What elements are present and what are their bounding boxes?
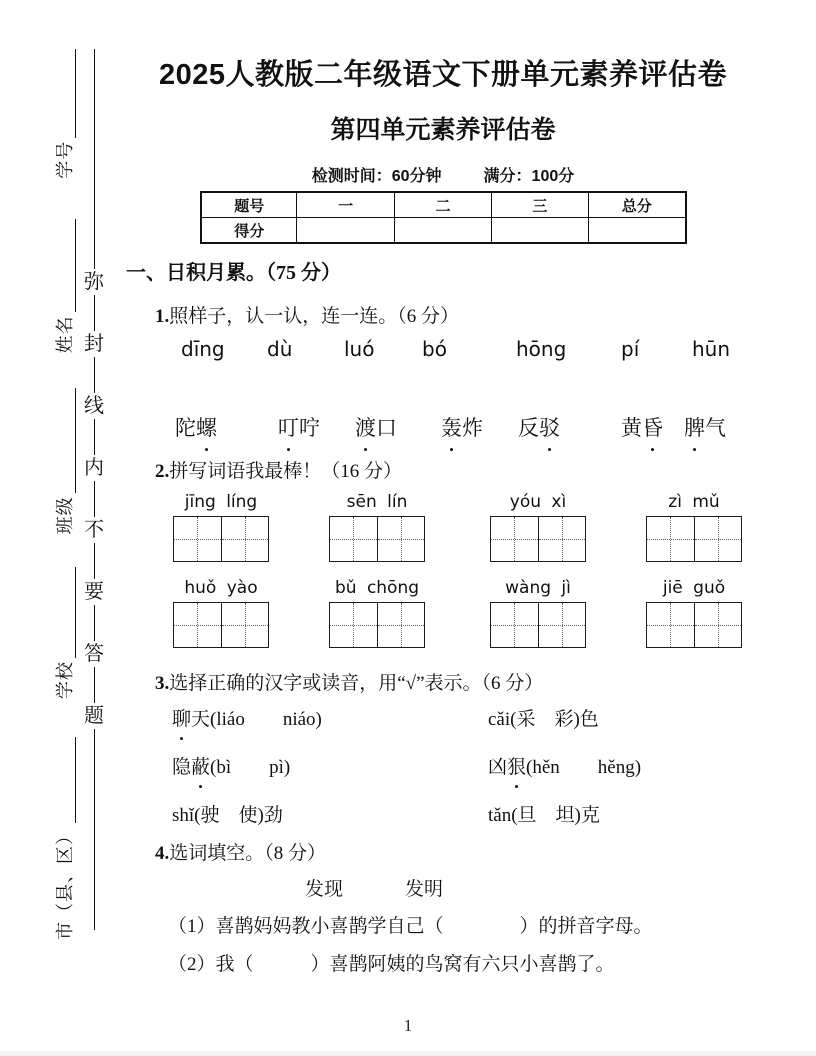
- writing-cell: [694, 603, 742, 647]
- seal-char: 答: [84, 643, 104, 665]
- field-label-name: 姓名: [55, 315, 75, 354]
- q1-word: [621, 412, 663, 457]
- q4-blank-sentence: （1）喜鹊妈妈教小喜鹊学自己（ ）的拼音字母。: [168, 916, 653, 937]
- writing-cell: [174, 603, 221, 647]
- score-cell: [492, 218, 588, 244]
- writing-box: [173, 516, 269, 562]
- writing-box: [646, 602, 742, 648]
- q1-pinyin: pí: [621, 337, 640, 361]
- word-char: 口: [376, 416, 397, 440]
- q4-blank-sentence: （2）我（ ）喜鹊阿姨的鸟窝有六只小喜鹊了。: [168, 954, 615, 975]
- seal-line-segment: [94, 667, 95, 703]
- score-cell: [394, 218, 491, 244]
- field-blank-name: [55, 219, 76, 313]
- field-blank-city: [55, 737, 76, 823]
- writing-cell: [538, 517, 586, 561]
- q2-pinyin: jiē guǒ: [662, 578, 726, 598]
- score-col-3: 三: [492, 192, 588, 218]
- q4-text: 选词填空。（8 分）: [169, 843, 327, 864]
- q2-pinyin: huǒ yào: [184, 578, 258, 598]
- q1-text: 照样子，认一认，连一连。（6 分）: [169, 306, 460, 327]
- field-blank-class: [55, 388, 76, 493]
- word-char: 黄: [621, 416, 642, 440]
- writing-cell: [694, 517, 742, 561]
- writing-cell: [491, 517, 538, 561]
- q1-word: [441, 412, 483, 457]
- q3-item: [172, 704, 322, 746]
- field-blank-school: [55, 567, 76, 658]
- q1-word: [684, 412, 726, 457]
- writing-cell: [647, 517, 694, 561]
- score-col-1: 一: [297, 192, 394, 218]
- q3-item-part: 蔽: [191, 757, 211, 778]
- q1-pinyin: hūn: [692, 337, 731, 361]
- emphasis-dot: •: [547, 442, 552, 457]
- score-table: [200, 191, 687, 244]
- word-char: 气: [705, 416, 726, 440]
- q1-word: [278, 412, 320, 457]
- writing-box: [329, 602, 425, 648]
- seal-line-segment: [94, 605, 95, 641]
- page-title: 2025人教版二年级语文下册单元素养评估卷: [158, 59, 727, 91]
- section1-heading: 一、日积月累。（75 分）: [126, 262, 341, 284]
- field-label-student-id: 学号: [55, 140, 75, 179]
- q2-instruction: [155, 456, 402, 483]
- emphasis-dot: •: [204, 442, 209, 457]
- q3-item-part: (bì pì): [210, 757, 291, 778]
- q3-text: 选择正确的汉字或读音，用“√”表示。（6 分）: [169, 673, 544, 694]
- emphasis-dot: •: [514, 779, 519, 794]
- writing-cell: [491, 603, 538, 647]
- score-col-2: 二: [394, 192, 491, 218]
- exam-duration: 检测时间：60分钟: [311, 168, 442, 185]
- student-info-strip: [46, 49, 76, 940]
- q3-item-part: 凶: [488, 757, 508, 778]
- emphasis-dot: •: [198, 779, 203, 794]
- q1-pinyin: dīng: [181, 337, 225, 361]
- writing-cell: [377, 517, 425, 561]
- q2-pinyin: yóu xì: [509, 492, 567, 512]
- word-char: 轰: [441, 416, 462, 440]
- emphasis-dot: •: [692, 442, 697, 457]
- word-char: 螺: [196, 416, 217, 440]
- writing-cell: [538, 603, 586, 647]
- exam-info: [133, 163, 753, 186]
- emphasis-dot: •: [286, 442, 291, 457]
- q3-item-part: 天(liáo niáo): [191, 709, 322, 730]
- score-col-total: 总分: [588, 192, 686, 218]
- writing-cell: [221, 517, 269, 561]
- q3-item-part: cǎi(采 彩)色: [488, 709, 599, 730]
- q1-pinyin: hōng: [516, 337, 567, 361]
- writing-box: [646, 516, 742, 562]
- q1-word: [355, 412, 397, 457]
- seal-line-segment: [94, 419, 95, 455]
- q1-pinyin: bó: [422, 337, 447, 361]
- q1-instruction: [155, 301, 459, 328]
- writing-box: [173, 602, 269, 648]
- seal-line-segment: [94, 295, 95, 331]
- field-blank-student-id: [55, 49, 76, 138]
- field-label-city: 市（县、区）: [55, 826, 75, 940]
- emphasis-dot: •: [449, 442, 454, 457]
- word-char: 昏: [642, 416, 663, 440]
- writing-box: [490, 516, 586, 562]
- q3-item: [488, 752, 642, 794]
- seal-line-segment: [94, 543, 95, 579]
- writing-box: [490, 602, 586, 648]
- seal-char: 不: [84, 519, 104, 541]
- q3-item: [488, 704, 599, 731]
- q3-item-part: shǐ(驶 使)劲: [172, 805, 283, 826]
- q2-text: 拼写词语我最棒！（16 分）: [169, 461, 403, 482]
- page-number: 1: [403, 1016, 413, 1035]
- q1-pinyin: luó: [344, 337, 375, 361]
- word-char: 炸: [462, 416, 483, 440]
- q1-word: [518, 412, 560, 457]
- q3-instruction: [155, 668, 543, 695]
- field-label-school: 学校: [55, 661, 75, 700]
- q3-item-part: (hěn hěng): [526, 757, 642, 778]
- word-char: 反: [518, 416, 539, 440]
- word-char: 叮: [278, 416, 299, 440]
- q4-option: 发明: [405, 879, 444, 900]
- q1-number: 1.: [155, 306, 170, 327]
- q3-item-part: 狠: [507, 757, 527, 778]
- seal-char: 封: [84, 333, 104, 355]
- emphasis-dot: •: [179, 731, 184, 746]
- writing-cell: [330, 603, 377, 647]
- q4-option: 发现: [305, 879, 344, 900]
- seal-char: 线: [84, 395, 104, 417]
- seal-line-segment: [94, 729, 95, 930]
- q2-number: 2.: [155, 461, 170, 482]
- q4-instruction: [155, 838, 326, 865]
- writing-cell: [221, 603, 269, 647]
- seal-char: 要: [84, 581, 104, 603]
- q2-pinyin: wàng jì: [505, 578, 571, 598]
- word-char: 脾: [684, 416, 705, 440]
- exam-content: [126, 0, 753, 1056]
- q2-pinyin: sēn lín: [346, 492, 408, 512]
- word-char: 咛: [299, 416, 320, 440]
- q3-item: [172, 752, 291, 794]
- seal-line-segment: [94, 481, 95, 517]
- seal-line-segment: [94, 49, 95, 269]
- q3-item: [172, 800, 283, 827]
- q3-item-part: 隐: [172, 757, 192, 778]
- seal-line: [82, 49, 106, 930]
- word-char: 陀: [175, 416, 196, 440]
- q2-pinyin: zì mǔ: [668, 492, 720, 512]
- writing-cell: [377, 603, 425, 647]
- word-char: 渡: [355, 416, 376, 440]
- word-char: 驳: [539, 416, 560, 440]
- emphasis-dot: •: [650, 442, 655, 457]
- unit-subtitle: 第四单元素养评估卷: [330, 116, 556, 144]
- q1-pinyin: dù: [267, 337, 293, 361]
- q4-number: 4.: [155, 843, 170, 864]
- emphasis-dot: •: [363, 442, 368, 457]
- score-col-label: 题号: [201, 192, 297, 218]
- q1-word: [175, 412, 217, 457]
- q3-number: 3.: [155, 673, 170, 694]
- page-bottom-edge: [0, 1051, 816, 1056]
- q2-pinyin: jīng líng: [184, 492, 258, 512]
- exam-full-score: 满分：100分: [483, 168, 575, 185]
- seal-char: 题: [84, 705, 104, 727]
- seal-char: 内: [84, 457, 104, 479]
- q3-item: [488, 800, 600, 827]
- seal-char: 弥: [84, 271, 104, 293]
- q2-pinyin: bǔ chōng: [334, 578, 420, 598]
- writing-cell: [647, 603, 694, 647]
- q3-item-part: tǎn(旦 坦)克: [488, 805, 600, 826]
- score-row-label: 得分: [201, 218, 297, 244]
- field-label-class: 班级: [55, 496, 75, 535]
- writing-cell: [330, 517, 377, 561]
- score-cell: [588, 218, 686, 244]
- q3-item-part: 聊: [172, 709, 192, 730]
- writing-box: [329, 516, 425, 562]
- writing-cell: [174, 517, 221, 561]
- seal-line-segment: [94, 357, 95, 393]
- score-cell: [297, 218, 394, 244]
- score-table-header-row: [201, 192, 686, 218]
- score-table-score-row: [201, 218, 686, 244]
